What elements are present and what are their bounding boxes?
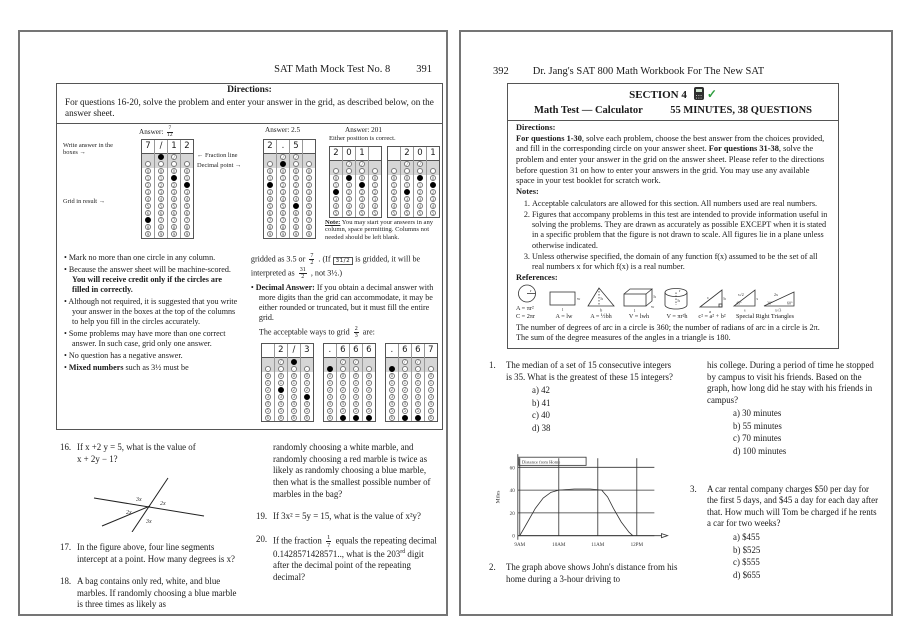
mixed-number-continuation: gridded as 3.5 or $\frac{7}{2}$ . (If 31/2 is gridded, it will be interpreted as $\frac{31}{2}$ , not 3½.): [250, 252, 421, 280]
question-3-options: [733, 532, 879, 581]
section-title-row: [508, 84, 838, 102]
svg-text:3x: 3x: [146, 519, 152, 526]
rules-left-column: [64, 253, 241, 423]
section-title: SECTION 4: [629, 89, 687, 101]
reference-footnotes: The number of degrees of arc in a circle is 360; the number of radians of arc in a circle is 2π. The sum of the degree measures of the angles in a triangle is 180.: [516, 322, 820, 343]
arrow-right-icon: →: [79, 149, 86, 157]
grid-examples: [57, 124, 442, 250]
note-item: 3. Unless otherwise specified, the domain of any function f(x) assumed to be the set of all real numbers x for which f(x) is a real number.: [532, 252, 830, 273]
example1-caption: Answer: $\frac{7}{12}$: [139, 124, 173, 138]
question-18: 18. A bag contains only red, white, and blue marbles. If randomly choosing a blue marble is three times as likely as: [60, 576, 237, 610]
arrow-right-icon: →: [98, 197, 106, 205]
notes-heading: Notes:: [516, 187, 539, 197]
svg-text:l: l: [634, 307, 636, 313]
question-17: 17. In the figure above, four line segments intercept at a point. How many degrees is x?: [60, 541, 235, 564]
rule-item: • No question has a negative answer.: [64, 351, 241, 361]
answer-option: a) 42: [532, 385, 550, 396]
note-item: 2. Figures that accompany problems in this test are intended to provide information useful in solving the problems. They are drawn as accurately as possible EXCEPT when it is stated in a specific problem that the figure is not drawn to scale. All figures lie in a plane unless otherwise indicated.: [532, 210, 830, 251]
question-16: 16. If x +2 y = 5, what is the value of x + 2y − 1?: [60, 442, 196, 464]
right-page-header: [493, 66, 891, 77]
svg-text:h: h: [600, 295, 603, 301]
svg-text:0: 0: [512, 534, 515, 541]
question-18-continuation: randomly choosing a white marble, and randomly choosing a red marble is twice as likely as randomly choosing a blue marble, then what is the smallest possible number of marbles in the bag?: [273, 442, 431, 499]
questions-column-right: [256, 442, 440, 616]
svg-text:s: s: [756, 295, 759, 301]
ref-right-triangle: a b c c² = a² + b²: [697, 286, 727, 320]
svg-text:w: w: [577, 295, 581, 301]
answer-option: c) $555: [733, 557, 760, 568]
svg-text:60: 60: [509, 465, 515, 472]
book-section-title: SAT Math Mock Test No. 8: [274, 64, 391, 75]
left-page-questions: [60, 442, 440, 616]
rule-item: • Some problems may have more than one correct answer. In such case, grid only one answer.: [64, 329, 241, 349]
section-directions: [508, 121, 838, 199]
svg-text:r: r: [530, 288, 532, 294]
acceptable-ways-text: The acceptable ways to grid $\frac{2}{3}$ are:: [258, 325, 375, 339]
svg-text:w: w: [651, 303, 655, 309]
question-1: 1. The median of a set of 15 consecutive integers is 35. What is the greatest of these 15 integers? a) 42 b) 41 c) 40 d) 38: [489, 360, 678, 435]
answer-grid-example-2: 2 . 0 1 3 4 5 6 7 8 9 . / 0 1 2 3 4 5 6 7 8 9 5 / . 0 1 2 3 4 6 7 8 9 . 0 1 2 3 4 5 6 7 8 9: [263, 139, 316, 239]
svg-text:2x: 2x: [774, 291, 778, 297]
page-number: 392: [493, 66, 509, 77]
references-section: [508, 273, 838, 322]
svg-text:a: a: [709, 308, 711, 313]
directions-text: For questions 1-30, solve each problem, choose the best answer from the choices provided, and fill in the corresponding circle on your answer sheet. For questions 31-38, solve the problem and enter your answer in the grid on the answer sheet. Please refer to the directions before question 31 on how to enter your answers in the grid. You may use any available space in your test booklet for scratch work.: [516, 133, 825, 186]
fraction: $\frac{1}{7}$: [327, 533, 331, 549]
svg-text:h: h: [677, 297, 680, 303]
box-icon: [621, 286, 657, 313]
test-name: Math Test — Calculator: [534, 105, 643, 116]
directions-heading: Directions:: [516, 123, 556, 132]
svg-text:2x: 2x: [126, 510, 132, 517]
questions-column-left: [489, 360, 678, 596]
book-title: Dr. Jang's SAT 800 Math Workbook For The New SAT: [532, 66, 765, 77]
page-number: 391: [416, 64, 432, 75]
question-2-continuation: his college. During a period of time he stopped by campus to visit his friends. Based on the graph, how long did he stay with his friends in campus? a) 30 minutes b) 55 minutes c) 70 minutes d) 100 minutes: [690, 360, 879, 458]
directions-section: [57, 84, 442, 124]
svg-text:12PM: 12PM: [630, 542, 644, 549]
answer-option: b) 55 minutes: [733, 420, 782, 431]
grid-point667: . 0 1 2 3 4 5 6 6 / . 0 1 2 3 4 5 6 / . 0 1 2 3 4 5 7 . 0 1 2 3 4 5 6: [385, 343, 438, 422]
fraction: $\frac{7}{12}$: [167, 124, 173, 138]
fraction: $\frac{2}{3}$: [354, 325, 358, 339]
example3-caption: Answer: 201: [345, 125, 382, 134]
grid-two-thirds: . 0 1 2 3 4 5 6 2 / . 0 1 3 4 5 6 / . 0 1 2 3 4 5 6 3 . 0 1 2 4 5 6: [261, 343, 314, 422]
intersecting-lines-figure: [88, 476, 244, 536]
fraction: $\frac{7}{2}$: [310, 252, 314, 267]
svg-text:s√2: s√2: [738, 291, 744, 297]
svg-text:s: s: [744, 307, 746, 313]
cylinder-icon: [662, 286, 692, 313]
question-20: 20. If the fraction $\frac{1}{7}$ equals the repeating decimal 0.1428571428571.., what is the 203rd digit after the decimal point of the repeating decimal?: [256, 533, 437, 582]
fraction-line-label: ← Fraction line: [197, 151, 238, 159]
gridin-directions-box: [56, 83, 443, 430]
rule-item: • Because the answer sheet will be machine-scored. You will receive credit only if the circles are filled in correctly.: [64, 265, 241, 295]
svg-text:11AM: 11AM: [591, 542, 605, 549]
arrow-left-icon: ←: [197, 151, 204, 159]
section-box: [507, 83, 839, 349]
grid-result-label: Grid in result →: [63, 197, 106, 205]
rule-item: • Although not required, it is suggested that you write your answer in the boxes at the top of the columns to help you fill in the circles accurately.: [64, 297, 241, 327]
answer-option: a) $455: [733, 531, 760, 542]
directions-heading: Directions:: [227, 85, 272, 95]
answer-option: b) $525: [733, 544, 761, 555]
svg-text:b: b: [600, 307, 603, 313]
svg-text:Distance from Home: Distance from Home: [521, 459, 561, 465]
example3-subcaption: Either position is correct.: [329, 134, 396, 142]
svg-text:20: 20: [509, 511, 515, 518]
question-19: 19. If 3x² = 5y = 15, what is the value of x²y?: [256, 511, 421, 522]
triangle-icon: [586, 286, 616, 313]
svg-text:l: l: [562, 306, 564, 312]
section-subtitle-row: [508, 102, 838, 121]
distance-graph-figure: [491, 446, 678, 558]
grid-note: Note: You may start your answers in any column, space permitting. Columns not needed should be left blank.: [325, 218, 434, 242]
calculator-icon: [694, 87, 704, 100]
svg-text:3x: 3x: [136, 497, 142, 504]
svg-text:h: h: [653, 293, 656, 299]
svg-text:45°: 45°: [736, 300, 742, 306]
svg-text:c: c: [707, 294, 709, 300]
rectangle-icon: [547, 286, 581, 313]
answer-grid-example-1: 7 . 0 1 2 3 4 5 6 8 9 / . 0 1 2 3 4 5 6 7 8 9 1 / . 0 2 3 4 5 6 7 8 9 2 . 0 1 3 4 5 6 7 8 9: [141, 139, 194, 239]
answer-option: d) $655: [733, 569, 761, 580]
gridin-rules: [57, 250, 442, 429]
questions-column-right: [690, 360, 879, 596]
answer-grid-example-3a: 2 . 0 1 3 4 5 0 / . 1 2 3 4 5 1 / . 0 2 3 4 5 . 0 1 2 3 4 5: [329, 146, 382, 218]
ref-rectangle: l w A = lw: [547, 286, 581, 320]
question-1-options: [532, 385, 678, 434]
decimal-answer-rule: • Decimal Answer: If you obtain a decimal answer with more digits than the grid can accommodate, it may be either rounded or truncated, but it must fill the entire grid.: [251, 283, 435, 323]
arrow-right-icon: →: [235, 161, 242, 169]
ref-triangle: h b A = ½bh: [586, 286, 616, 320]
right-page-questions: [489, 360, 879, 596]
svg-text:10AM: 10AM: [552, 542, 566, 549]
svg-text:2x: 2x: [160, 501, 166, 508]
answer-grid-example-3b: . 0 1 2 3 4 5 2 / . 0 1 3 4 5 0 / . 1 2 3 4 5 1 . 0 2 3 4 5: [387, 146, 440, 218]
svg-text:x√3: x√3: [775, 307, 782, 313]
fraction: $\frac{31}{2}$: [299, 266, 306, 280]
ref-circle: r A = πr² C = 2πr: [516, 283, 542, 319]
ref-special-triangles: 45° s√2 s s 30° 60° 2x x√3 Special Right Triangles: [732, 286, 798, 320]
answer-option: d) 100 minutes: [733, 446, 787, 457]
svg-text:40: 40: [509, 488, 515, 495]
decimal-point-label: Decimal point →: [197, 161, 242, 169]
write-answer-label: Write answer in the boxes →: [63, 141, 113, 157]
svg-text:9AM: 9AM: [514, 542, 526, 549]
ref-box: l w h V = lwh: [621, 286, 657, 320]
left-book-page: [18, 30, 448, 616]
question-2: 2. The graph above shows John's distance from his home during a 3-hour driving to: [489, 562, 678, 584]
svg-text:r: r: [679, 287, 681, 293]
svg-text:b: b: [723, 295, 726, 301]
svg-text:60°: 60°: [787, 300, 793, 306]
right-book-page: [459, 30, 893, 616]
question-3: 3. A car rental company charges $50 per day for the first 5 days, and $45 a day for each day after that. How much will Tom be charged if he rents a car for two weeks? a) $455 b) $525 c) $555 d) $655: [690, 483, 879, 580]
notes-list: [508, 199, 838, 273]
note-item: 1. Acceptable calculators are allowed for this section. All numbers used are real numbers.: [532, 199, 830, 209]
grid-point666: . 0 1 2 3 4 5 6 6 / . 0 1 2 3 4 5 6 / . 0 1 2 3 4 5 6 . 0 1 2 3 4 5: [323, 343, 376, 422]
time-questions: 55 MINUTES, 38 QUESTIONS: [670, 105, 812, 116]
svg-text:30°: 30°: [767, 300, 773, 306]
answer-option: c) 40: [532, 410, 550, 421]
right-triangle-icon: [697, 286, 727, 313]
triangle-45-icon: [732, 286, 760, 313]
ref-cylinder: r h V = πr²h: [662, 286, 692, 320]
left-page-header: [20, 64, 432, 75]
rule-item: • Mixed numbers such as 3½ must be: [64, 363, 241, 373]
answer-option: b) 41: [532, 397, 551, 408]
answer-option: a) 30 minutes: [733, 408, 782, 419]
rules-right-column: [251, 253, 435, 423]
question-2-options: [733, 408, 879, 457]
answer-option: c) 70 minutes: [733, 433, 782, 444]
example2-caption: Answer: 2.5: [265, 125, 301, 134]
inline-grid-image: 31/2: [333, 257, 354, 265]
references-heading: References:: [516, 273, 558, 283]
check-icon: ✓: [706, 87, 717, 101]
triangle-30-60-icon: [762, 286, 798, 313]
svg-text:Miles: Miles: [495, 491, 502, 504]
acceptable-grids: [251, 341, 435, 423]
circle-icon: [516, 283, 542, 305]
directions-text: For questions 16-20, solve the problem and enter your answer in the grid, as described below, on the answer sheet.: [65, 96, 434, 119]
distance-time-graph: [491, 446, 671, 554]
rule-item: • Mark no more than one circle in any column.: [64, 253, 241, 263]
reference-figures: [516, 283, 830, 319]
answer-option: d) 38: [532, 422, 551, 433]
questions-column-left: [60, 442, 244, 616]
